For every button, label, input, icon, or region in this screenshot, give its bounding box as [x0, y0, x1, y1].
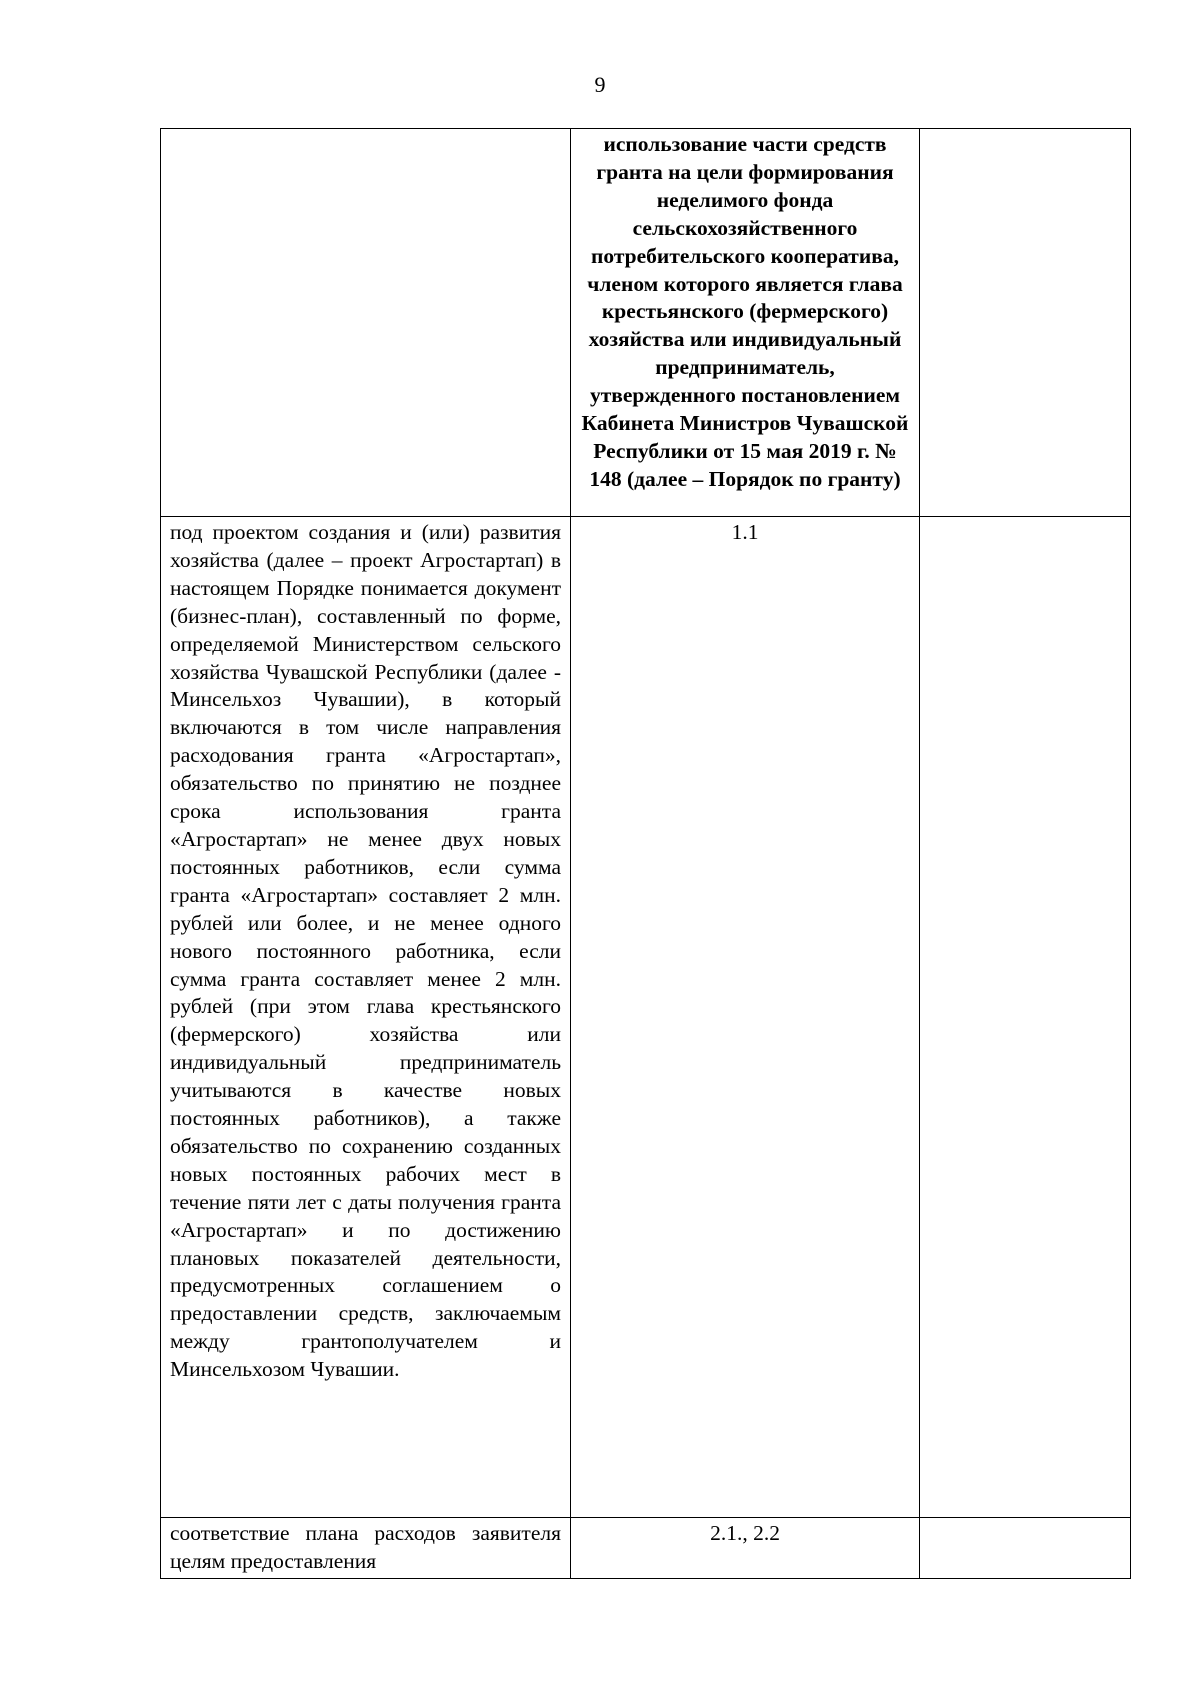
table-cell-col2: 2.1., 2.2: [571, 1518, 920, 1579]
table-row: [161, 517, 1131, 1518]
table-row: [161, 1518, 1131, 1579]
table-cell-col1: [161, 129, 571, 517]
table-cell-col3: [920, 1518, 1131, 1579]
document-table: [160, 128, 1131, 1579]
page-number: 9: [594, 72, 606, 97]
table-cell-col1: соответствие плана расходов заявителя целям предоставления: [161, 1518, 571, 1579]
table-row: [161, 129, 1131, 517]
table-cell-col2: 1.1: [571, 517, 920, 1518]
table-cell-col1: под проектом создания и (или) развития хозяйства (далее – проект Агростартап) в настоящем Порядке понимается документ (бизнес-план), составленный по форме, определяемой Министерством сельского хозяйства Чувашской Республики (далее - Минсельхоз Чувашии), в который включаются в том числе направления расходования гранта «Агростартап», обязательство по принятию не позднее срока использования гранта «Агростартап» не менее двух новых постоянных работников, если сумма гранта «Агростартап» составляет 2 млн. рублей или более, и не менее одного нового постоянного работника, если сумма гранта составляет менее 2 млн. рублей (при этом глава крестьянского (фермерского) хозяйства или индивидуальный предприниматель учитываются в качестве новых постоянных работников), а также обязательство по сохранению созданных новых постоянных рабочих мест в течение пяти лет с даты получения гранта «Агростартап» и по достижению плановых показателей деятельности, предусмотренных соглашением о предоставлении средств, заключаемым между грантополучателем и Минсельхозом Чувашии.: [161, 517, 571, 1518]
table-cell-col3: [920, 517, 1131, 1518]
table-cell-col3: [920, 129, 1131, 517]
table-cell-col2: использование части средств гранта на цели формирования неделимого фонда сельскохозяйственного потребительского кооператива, членом которого является глава крестьянского (фермерского) хозяйства или индивидуальный предприниматель, утвержденного постановлением Кабинета Министров Чувашской Республики от 15 мая 2019 г. № 148 (далее – Порядок по гранту): [571, 129, 920, 517]
